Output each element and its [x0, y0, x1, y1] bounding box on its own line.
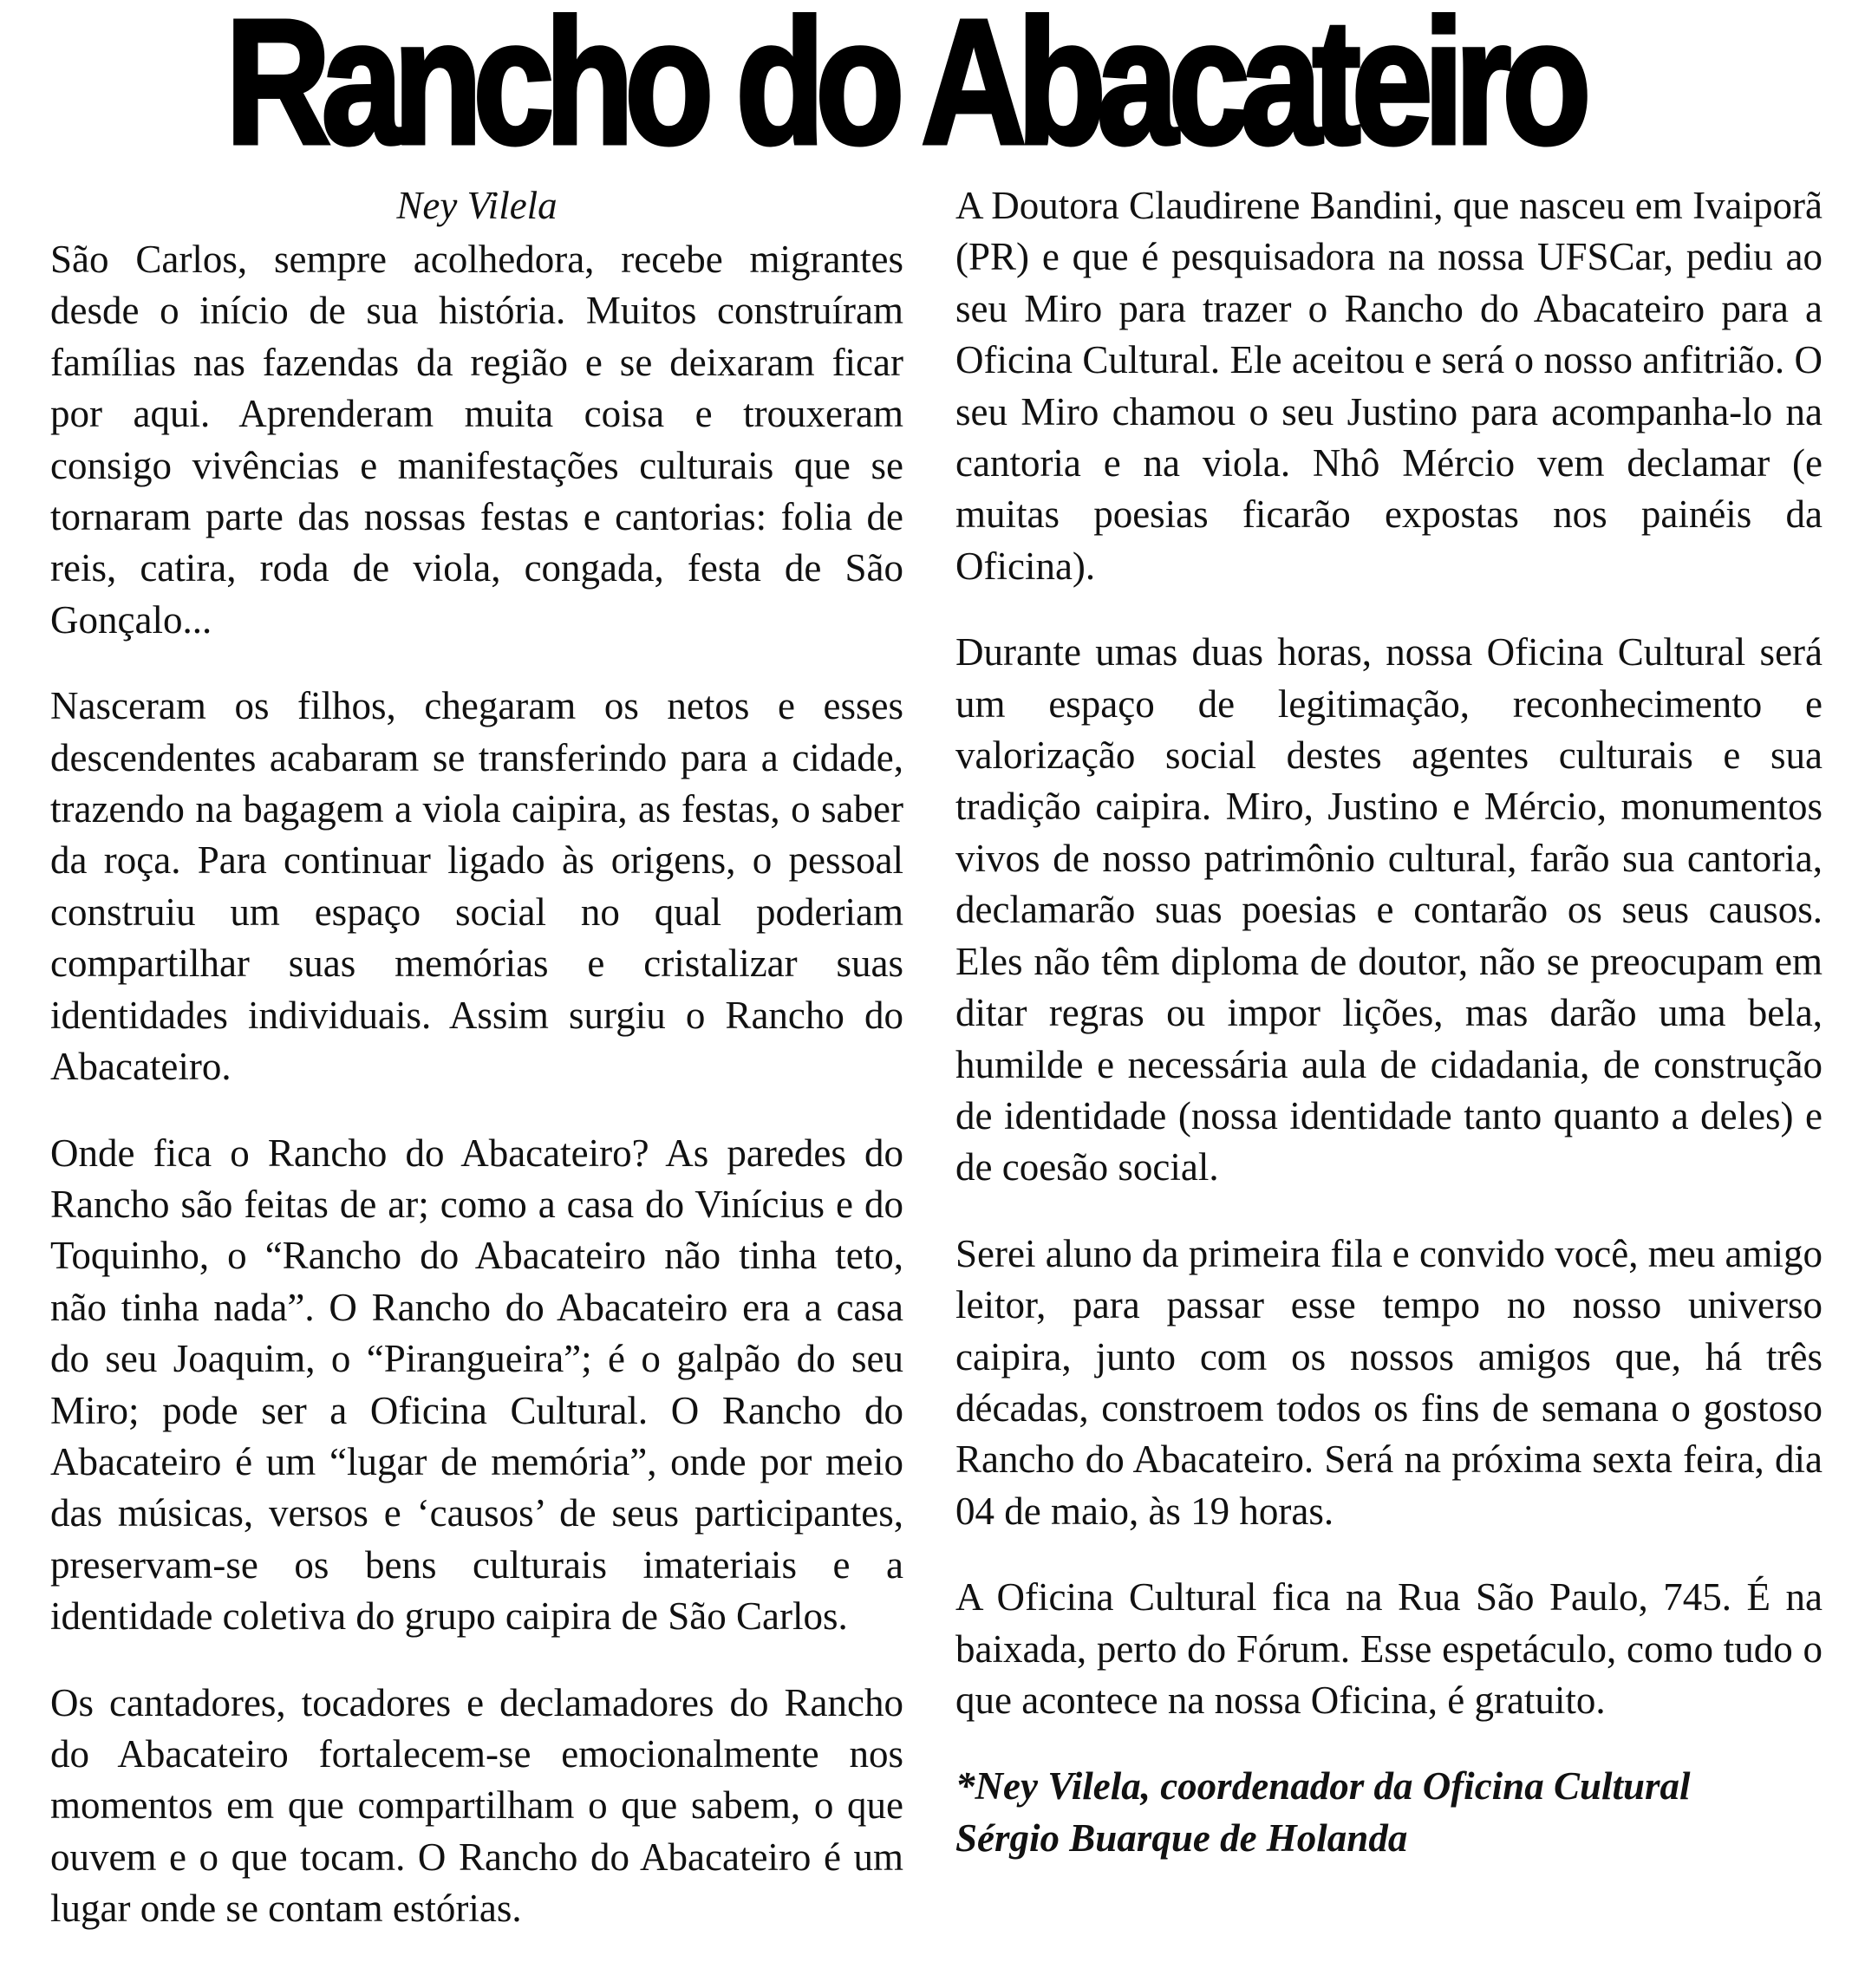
right-paragraph-3: Serei aluno da primeira fila e convido você, meu amigo leitor, para passar esse tempo no nosso universo caipira, junto com os nossos amigos que, há três décadas, constroem todos os fins de semana o gostoso Rancho do Abacateiro. Será na próxima sexta feira, dia 04 de maio, às 19 horas.: [955, 1231, 1823, 1533]
author-byline: Ney Vilela: [396, 184, 558, 227]
left-paragraph-4: Os cantadores, tocadores e declamadores do Rancho do Abacateiro fortalecem-se emocionalmente nos momentos em que compartilham o que sabem, o que ouvem e o que tocam. O Rancho do Abacateiro é um lugar onde se contam estórias.: [50, 1680, 903, 1931]
left-paragraph-2: Nasceram os filhos, chegaram os netos e esses descendentes acabaram se transferindo para a cidade, trazendo na bagagem a viola caipira, as festas, o saber da roça. Para continuar ligado às origens, o pessoal construiu um espaço social no qual poderiam compartilhar suas memórias e cristalizar suas identidades individuais. Assim surgiu o Rancho do Abacateiro.: [50, 684, 903, 1089]
right-paragraph-1: A Doutora Claudirene Bandini, que nasceu em Ivaiporã (PR) e que é pesquisadora na nossa UFSCar, pediu ao seu Miro para trazer o Rancho do Abacateiro para a Oficina Cultural. Ele aceitou e será o nosso anfitrião. O seu Miro chamou o seu Justino para acompanha-lo na cantoria e na viola. Nhô Mércio vem declamar (e muitas poesias ficarão expostas nos painéis da Oficina).: [955, 184, 1823, 588]
left-column: [50, 180, 903, 1970]
article-headline: Rancho do Abacateiro: [225, 0, 1582, 181]
right-paragraph-4: A Oficina Cultural fica na Rua São Paulo, 745. É na baixada, perto do Fórum. Esse espetáculo, como tudo o que acontece na nossa Oficina, é gratuito.: [955, 1575, 1823, 1722]
left-paragraph-3: Onde fica o Rancho do Abacateiro? As paredes do Rancho são feitas de ar; como a casa do Vinícius e do Toquinho, o “Rancho do Abacateiro não tinha teto, não tinha nada”. O Rancho do Abacateiro era a casa do seu Joaquim, o “Pirangueira”; é o galpão do seu Miro; pode ser a Oficina Cultural. O Rancho do Abacateiro é um “lugar de memória”, onde por meio das músicas, versos e ‘causos’ de seus participantes, preservam-se os bens culturais imateriais e a identidade coletiva do grupo caipira de São Carlos.: [50, 1131, 903, 1639]
right-column: [955, 180, 1823, 1864]
left-paragraph-1: São Carlos, sempre acolhedora, recebe migrantes desde o início de sua história. Muitos construíram famílias nas fazendas da região e se deixaram ficar por aqui. Aprenderam muita coisa e trouxeram consigo vivências e manifestações culturais que se tornaram parte das nossas festas e cantorias: folia de reis, catira, roda de viola, congada, festa de São Gonçalo...: [50, 238, 903, 642]
right-paragraph-2: Durante umas duas horas, nossa Oficina Cultural será um espaço de legitimação, reconhecimento e valorização social destes agentes culturais e sua tradição caipira. Miro, Justino e Mércio, monumentos vivos de nosso patrimônio cultural, farão sua cantoria, declamarão suas poesias e contarão os seus causos. Eles não têm diploma de doutor, não se preocupam em ditar regras ou impor lições, mas darão uma bela, humilde e necessária aula de cidadania, de construção de identidade (nossa identidade tanto quanto a deles) e de coesão social.: [955, 630, 1823, 1190]
author-footnote-line-1: *Ney Vilela, coordenador da Oficina Cultural: [955, 1764, 1691, 1809]
author-footnote-line-2: Sérgio Buarque de Holanda: [955, 1815, 1408, 1860]
